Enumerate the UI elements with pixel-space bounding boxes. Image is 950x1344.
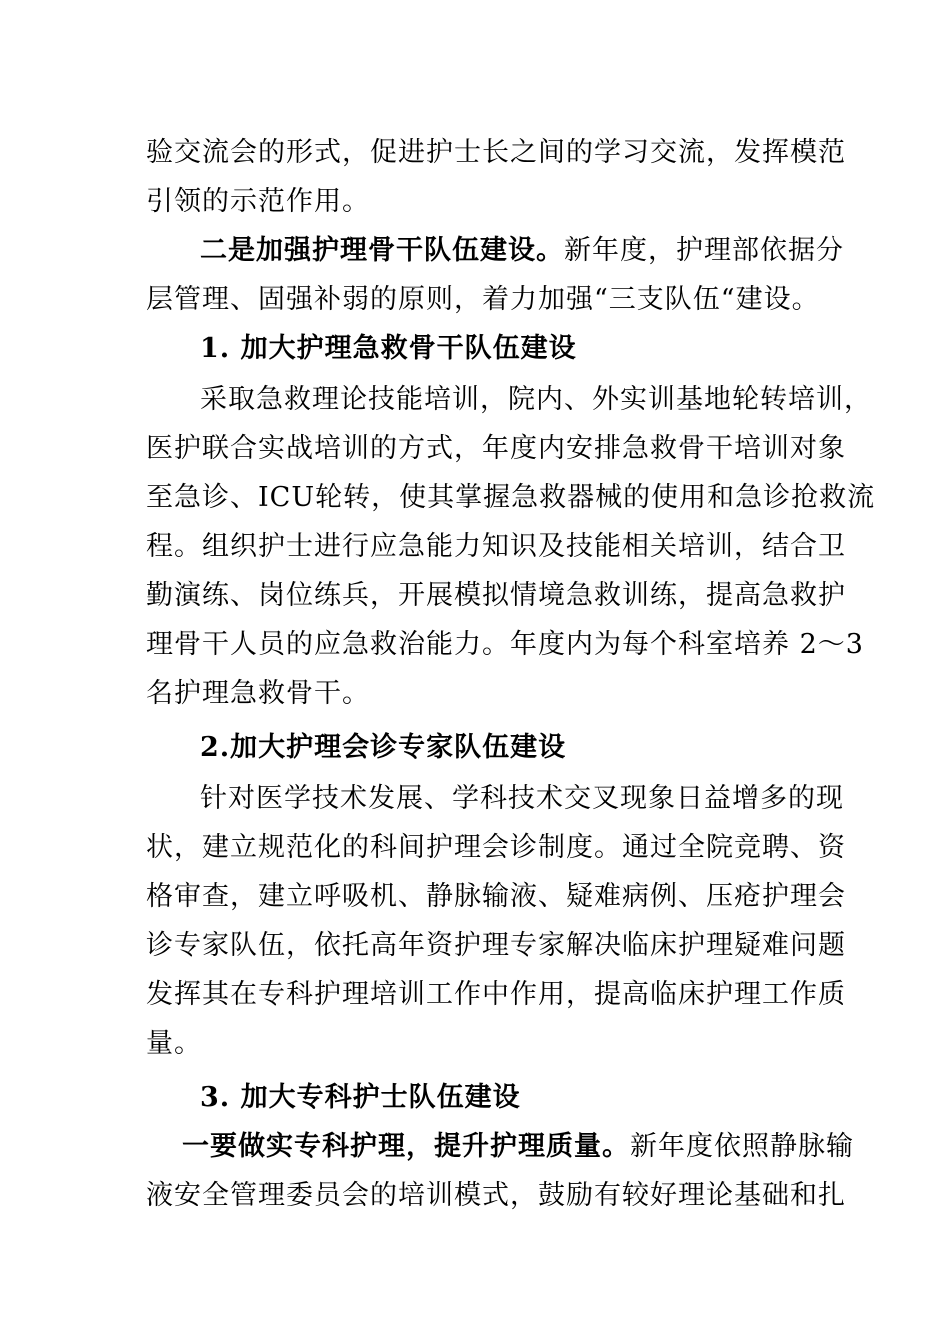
bold-lead: 一要做实专科护理，提升护理质量。 xyxy=(182,1131,630,1162)
text-line: 名护理急救骨干。 xyxy=(146,678,370,709)
text-run: 新年度，护理部依据分 xyxy=(564,235,844,266)
text-line: 至急诊、ICU轮转，使其掌握急救器械的使用和急诊抢救流 xyxy=(146,482,876,513)
paragraph-consultation xyxy=(146,774,846,1068)
paragraph-emergency xyxy=(146,375,876,718)
text-line: 液安全管理委员会的培训模式，鼓励有较好理论基础和扎 xyxy=(146,1180,846,1211)
text-run: 新年度依照静脉输 xyxy=(630,1131,854,1162)
text-line: 医护联合实战培训的方式，年度内安排急救骨干培训对象 xyxy=(146,433,846,464)
text-line: 程。组织护士进行应急能力知识及技能相关培训，结合卫 xyxy=(146,531,846,562)
text-line: 状，建立规范化的科间护理会诊制度。通过全院竞聘、资 xyxy=(146,832,846,863)
text-line: 采取急救理论技能培训，院内、外实训基地轮转培训， xyxy=(200,384,872,415)
text-line: 验交流会的形式，促进护士长之间的学习交流，发挥模范 xyxy=(146,137,846,168)
text-line: 格审查，建立呼吸机、静脉输液、疑难病例、压疮护理会 xyxy=(146,881,846,912)
paragraph-continuation xyxy=(146,128,846,226)
text-line: 量。 xyxy=(146,1028,202,1059)
bold-lead: 二是加强护理骨干队伍建设。 xyxy=(200,235,564,266)
paragraph-backbone-team xyxy=(146,226,844,324)
section-heading-consultation: 2.加大护理会诊专家队伍建设 xyxy=(200,732,567,763)
text-line: 引领的示范作用。 xyxy=(146,186,370,217)
text-line: 发挥其在专科护理培训工作中作用，提高临床护理工作质 xyxy=(146,979,846,1010)
text-line: 层管理、固强补弱的原则，着力加强“三支队伍“建设。 xyxy=(146,284,820,315)
text-line xyxy=(146,226,844,275)
text-line: 勤演练、岗位练兵，开展模拟情境急救训练，提高急救护 xyxy=(146,580,846,611)
text-line: 诊专家队伍，依托高年资护理专家解决临床护理疑难问题 xyxy=(146,930,846,961)
paragraph-specialist xyxy=(146,1122,854,1220)
text-line: 针对医学技术发展、学科技术交叉现象日益增多的现 xyxy=(200,783,844,814)
text-line xyxy=(146,1122,854,1171)
section-heading-emergency: 1. 加大护理急救骨干队伍建设 xyxy=(200,333,577,364)
text-line: 理骨干人员的应急救治能力。年度内为每个科室培养 2～3 xyxy=(146,629,864,660)
section-heading-specialist: 3. 加大专科护士队伍建设 xyxy=(200,1082,521,1113)
